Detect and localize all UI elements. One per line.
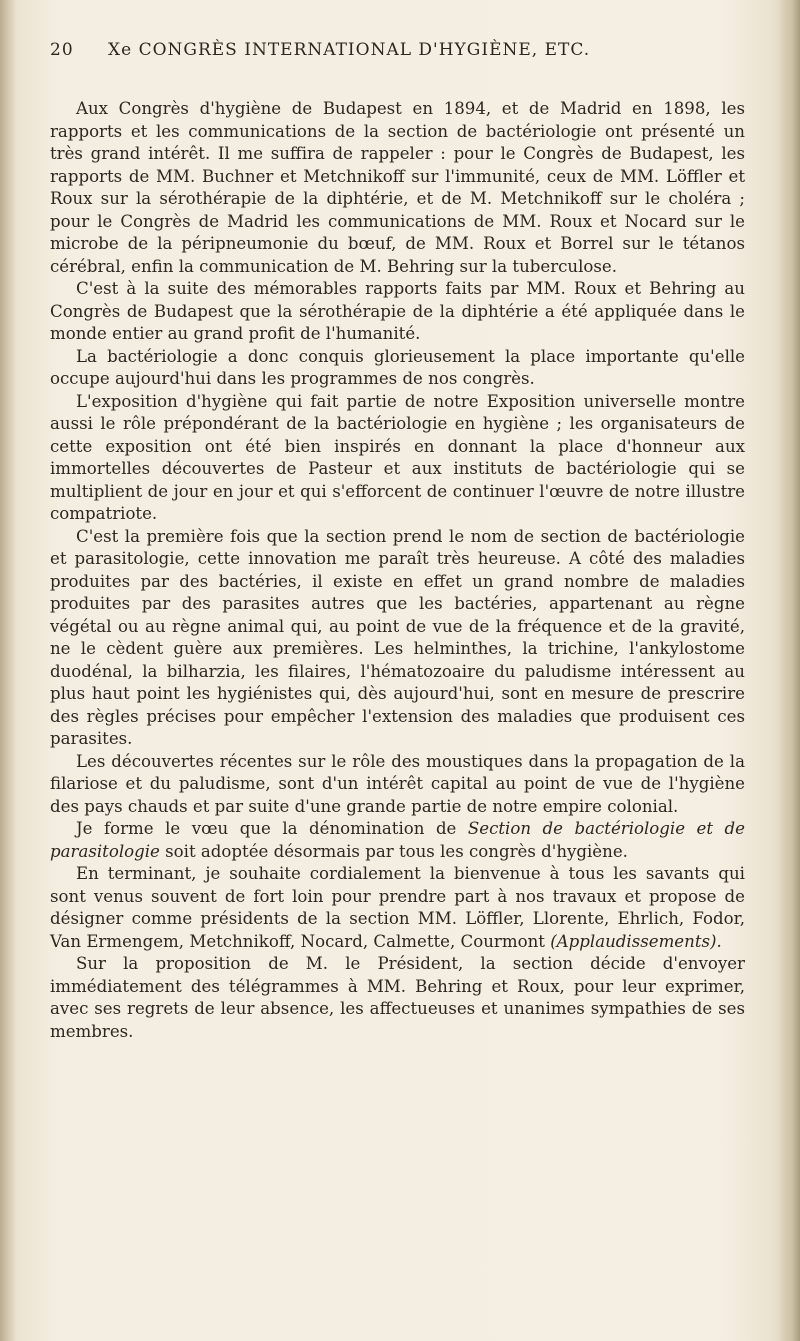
paragraph-text: soit adoptée désormais par tous les congrès d'hygiène. — [159, 841, 628, 861]
paragraph: Sur la proposition de M. le Président, la section décide d'envoyer immédiatement des télégrammes à MM. Behring et Roux, pour leur exprimer, avec ses regrets de leur absence, les affectueuses et unanimes sympathies de ses membres. — [50, 954, 745, 1041]
paragraph: C'est à la suite des mémorables rapports faits par MM. Roux et Behring au Congrès de Budapest que la sérothérapie de la diphtérie a été appliquée dans le monde entier au grand profit de l'humanité. — [50, 279, 745, 343]
paragraph — [50, 863, 745, 953]
page-number: 20 — [50, 40, 74, 60]
applause-italic: (Applaudissements). — [550, 931, 722, 951]
section-name-italic: Section de bactériologie et de parasitologie — [50, 819, 745, 861]
page-right-edge — [778, 0, 800, 1341]
paragraph: C'est la première fois que la section prend le nom de section de bactériologie et parasitologie, cette innovation me paraît très heureuse. A côté des maladies produites par des bactéries, il existe en effet un grand nombre de maladies produites par des parasites autres que les bactéries, appartenant au règne végétal ou au règne animal qui, au point de vue de la fréquence et de la gravité, ne le cèdent guère aux premières. Les helminthes, la trichine, l'ankylostome duodénal, la bilharzia, les filaires, l'hématozoaire du paludisme intéressent au plus haut point les hygiénistes qui, dès aujourd'hui, sont en mesure de prescrire des règles précises pour empêcher l'extension des maladies que produisent ces parasites. — [50, 526, 745, 748]
paragraph-text: Je forme le vœu que la dénomination de — [76, 819, 468, 838]
paragraph: La bactériologie a donc conquis glorieusement la place importante qu'elle occupe aujourd'hui dans les programmes de nos congrès. — [50, 346, 745, 388]
paragraph: L'exposition d'hygiène qui fait partie de notre Exposition universelle montre aussi le rôle prépondérant de la bactériologie en hygiène ; les organisateurs de cette exposition ont été bien inspirés en donnant la place d'honneur aux immortelles découvertes de Pasteur et aux instituts de bactériologie qui se multiplient de jour en jour et qui s'efforcent de continuer l'œuvre de notre illustre compatriote. — [50, 391, 745, 523]
page-header — [50, 40, 750, 64]
paragraph: Aux Congrès d'hygiène de Budapest en 1894, et de Madrid en 1898, les rapports et les communications de la section de bactériologie ont présenté un très grand intérêt. Il me suffira de rappeler : pour le Congrès de Budapest, les rapports de MM. Buchner et Metchnikoff sur l'immunité, ceux de MM. Löffler et Roux sur la sérothérapie de la diphtérie, et de M. Metchnikoff sur le choléra ; pour le Congrès de Madrid les communications de MM. Roux et Nocard sur le microbe de la péripneumonie du bœuf, de MM. Roux et Borrel sur le tétanos cérébral, enfin la communication de M. Behring sur la tuberculose. — [50, 99, 745, 276]
page-left-edge — [0, 0, 16, 1341]
paragraph: Les découvertes récentes sur le rôle des moustiques dans la propagation de la filariose et du paludisme, sont d'un intérêt capital au point de vue de l'hygiène des pays chauds et par suite d'une grande partie de notre empire colonial. — [50, 751, 745, 816]
running-head: Xe CONGRÈS INTERNATIONAL D'HYGIÈNE, ETC. — [108, 40, 591, 60]
paragraph — [50, 818, 745, 863]
paragraph-text: En terminant, je souhaite cordialement la bienvenue à tous les savants qui sont venus souvent de fort loin pour prendre part à nos travaux et propose de désigner comme présidents de la section MM. Löffler, Llorente, Ehrlich, Fodor, Van Ermengem, Metchnikoff, Nocard, Calmette, Courmont — [50, 864, 745, 951]
body-text — [50, 98, 745, 1043]
